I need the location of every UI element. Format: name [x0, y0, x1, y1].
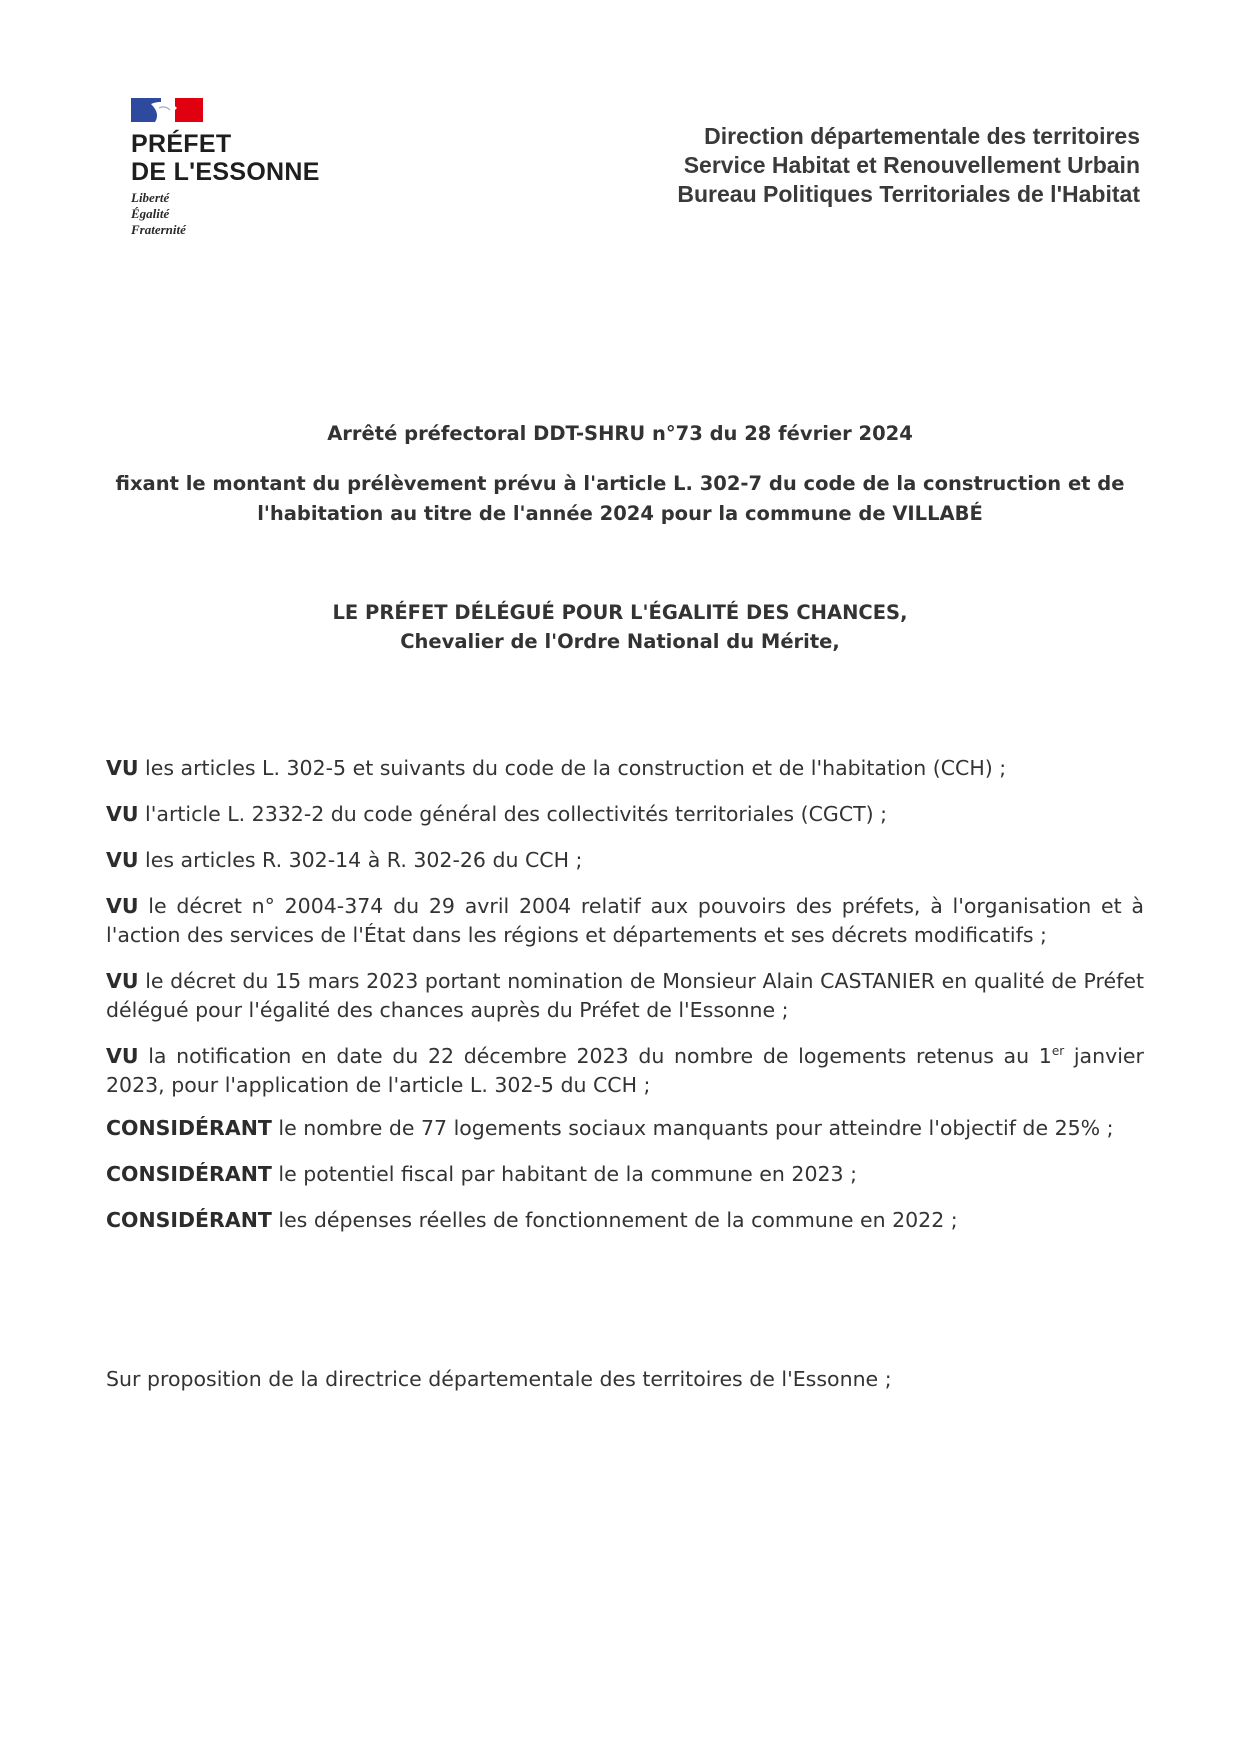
considerant-keyword: CONSIDÉRANT [106, 1116, 272, 1140]
authority-line-2: Chevalier de l'Ordre National du Mérite, [400, 630, 840, 653]
prefecture-logo [131, 96, 361, 238]
arrete-title [100, 420, 1140, 448]
considerant-paragraph [106, 1160, 1144, 1189]
visa-keyword: VU [106, 1044, 139, 1068]
authority-heading [100, 598, 1140, 656]
visa-text: le décret n° 2004-374 du 29 avril 2004 relatif aux pouvoirs des préfets, à l'organisation et à l'action des services de l'État dans les régions et départements et ses décrets modificatifs ; [106, 894, 1144, 947]
visa-paragraph [106, 846, 1144, 875]
visa-text: l'article L. 2332-2 du code général des collectivités territoriales (CGCT) ; [145, 802, 888, 826]
considerant-paragraph [106, 1206, 1144, 1235]
considerant-text: le nombre de 77 logements sociaux manquants pour atteindre l'objectif de 25% ; [278, 1116, 1114, 1140]
visa-paragraph [106, 754, 1144, 783]
authority-line-1: LE PRÉFET DÉLÉGUÉ POUR L'ÉGALITÉ DES CHANCES, [332, 601, 908, 624]
sur-proposition: Sur proposition de la directrice départementale des territoires de l'Essonne ; [106, 1367, 892, 1391]
republic-motto [131, 190, 361, 238]
visa-text: le décret du 15 mars 2023 portant nomination de Monsieur Alain CASTANIER en qualité de Préfet délégué pour l'égalité des chances auprès du Préfet de l'Essonne ; [106, 969, 1144, 1022]
ordinal-superscript: er [1051, 1044, 1065, 1058]
prefet-name-line2: DE L'ESSONNE [131, 158, 320, 186]
considerant-text: les dépenses réelles de fonctionnement de la commune en 2022 ; [278, 1208, 958, 1232]
considerant-keyword: CONSIDÉRANT [106, 1208, 272, 1232]
visa-text-continued: janvier 2023, pour l'application de l'article L. 302-5 du CCH ; [106, 1044, 1144, 1097]
visa-paragraph [106, 1042, 1144, 1100]
motto-egalite: Égalité [131, 206, 170, 221]
visa-keyword: VU [106, 969, 139, 993]
considerant-text: le potentiel fiscal par habitant de la commune en 2023 ; [278, 1162, 858, 1186]
direction-line: Direction départementale des territoires [704, 123, 1140, 149]
considerant-keyword: CONSIDÉRANT [106, 1162, 272, 1186]
visa-keyword: VU [106, 802, 139, 826]
visa-text: la notification en date du 22 décembre 2023 du nombre de logements retenus au 1 [148, 1044, 1052, 1068]
visa-paragraph [106, 892, 1144, 950]
visa-keyword: VU [106, 894, 139, 918]
subject-line-2: l'habitation au titre de l'année 2024 pour la commune de VILLABÉ [257, 502, 983, 525]
visa-keyword: VU [106, 848, 139, 872]
service-line: Service Habitat et Renouvellement Urbain [683, 152, 1140, 178]
prefet-name-line1: PRÉFET [131, 130, 232, 158]
considerant-paragraph [106, 1114, 1144, 1143]
visa-text: les articles R. 302-14 à R. 302-26 du CCH ; [145, 848, 583, 872]
bureau-line: Bureau Politiques Territoriales de l'Habitat [677, 181, 1140, 207]
visa-text: les articles L. 302-5 et suivants du code de la construction et de l'habitation (CCH) ; [145, 756, 1007, 780]
marianne-flag-icon [131, 96, 203, 124]
subject-line-1: fixant le montant du prélèvement prévu à l'article L. 302-7 du code de la construction et de [115, 472, 1125, 495]
visa-paragraph [106, 800, 1144, 829]
motto-liberte: Liberté [131, 190, 170, 205]
visa-paragraph [106, 967, 1144, 1025]
motto-fraternite: Fraternité [131, 222, 186, 237]
arrete-number: Arrêté préfectoral DDT-SHRU n°73 du 28 février 2024 [327, 422, 913, 445]
arrete-subject [100, 469, 1140, 529]
visa-keyword: VU [106, 756, 139, 780]
issuing-department [677, 122, 1140, 209]
arrete-body [106, 754, 1144, 1252]
